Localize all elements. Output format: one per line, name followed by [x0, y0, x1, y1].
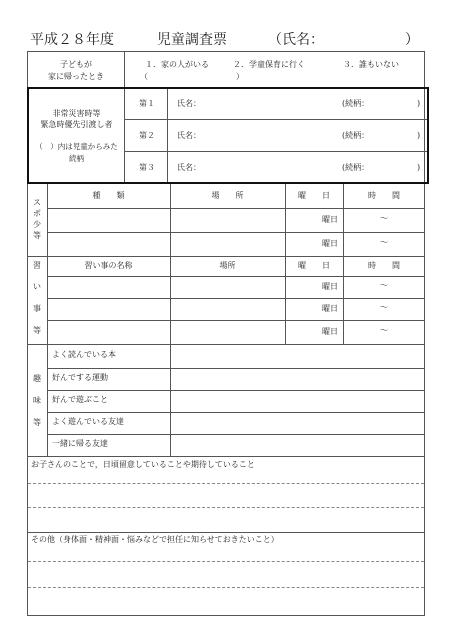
lessons-header-place: 場所	[219, 261, 236, 270]
emergency-row-1-close: )	[417, 99, 421, 108]
sports-header-day: 曜 日	[298, 191, 330, 200]
emergency-row-3-number: 第３	[139, 163, 155, 172]
return-home-option-2[interactable]: ２．学童保育に行く	[233, 60, 305, 69]
divider	[27, 532, 425, 533]
hobby-label-books: よく読んでいる本	[52, 350, 116, 359]
lessons-header-day: 曜 日	[298, 261, 330, 270]
emergency-row-2-close: )	[417, 131, 421, 140]
emergency-row-3-close: )	[417, 163, 421, 172]
divider	[27, 456, 425, 457]
return-home-label-2: 家に帰ったとき	[48, 72, 104, 81]
lessons-row-2-day[interactable]: 曜日	[322, 304, 338, 313]
emergency-row-2-number: 第２	[139, 131, 155, 140]
sports-row-2-day[interactable]: 曜日	[322, 239, 338, 248]
student-name-field[interactable]	[325, 30, 400, 50]
sports-row-2-type-field[interactable]	[48, 233, 169, 255]
hobby-label-play: 好んで遊ぶこと	[52, 395, 108, 404]
sports-side-label-3: 少	[33, 220, 41, 229]
emergency-row-3-relation-label: (続柄：	[342, 163, 370, 172]
divider	[124, 119, 427, 120]
divider	[167, 89, 168, 182]
hobbies-side-label-2: 味	[33, 396, 41, 405]
divider	[124, 151, 427, 152]
sports-row-1-day[interactable]: 曜日	[322, 215, 338, 224]
lessons-row-3-time[interactable]: ～	[379, 326, 389, 336]
sports-row-2-place-field[interactable]	[171, 233, 284, 255]
lessons-row-2-place-field[interactable]	[171, 299, 284, 319]
lessons-side-label-4: 等	[33, 326, 41, 335]
lessons-row-1-place-field[interactable]	[171, 277, 284, 297]
lessons-side-label-1: 習	[33, 261, 41, 270]
lessons-row-3-place-field[interactable]	[171, 321, 284, 343]
emergency-note-2: 続柄	[69, 154, 84, 163]
other-notes-field[interactable]	[28, 548, 424, 614]
emergency-row-2-name-field[interactable]	[205, 128, 335, 144]
divider	[47, 344, 48, 456]
lessons-side-label-2: い	[33, 282, 41, 291]
divider	[124, 51, 125, 87]
writing-line	[28, 483, 424, 484]
emergency-row-1-relation-field[interactable]	[376, 96, 414, 112]
hobby-label-friends: よく遊んでいる友達	[52, 417, 124, 426]
lessons-header-time: 時 間	[368, 261, 400, 270]
name-close-paren: ）	[405, 32, 419, 48]
emergency-row-1-name-label: 氏名：	[177, 99, 201, 108]
emergency-label-2: 緊急時優先引渡し者	[40, 120, 113, 129]
emergency-row-2-relation-label: (続柄：	[342, 131, 370, 140]
lessons-side-label-3: 事	[33, 304, 41, 313]
sports-row-1-time[interactable]: ～	[379, 214, 389, 224]
hobbies-side-label-1: 趣	[33, 374, 41, 383]
hobby-books-field[interactable]	[171, 345, 424, 367]
lessons-row-1-time[interactable]: ～	[379, 281, 389, 291]
sports-header-place: 場 所	[211, 191, 244, 200]
hobby-sports-field[interactable]	[171, 369, 424, 389]
hobby-play-field[interactable]	[171, 391, 424, 411]
emergency-note-1: （ ）内は児童からみた	[35, 142, 118, 151]
emergency-row-3-relation-field[interactable]	[376, 160, 414, 176]
page-title-year: 平成２８年度	[30, 32, 114, 48]
other-notes-label: その他（身体面・精神面・悩みなどで担任に知らせておきたいこと）	[31, 535, 279, 544]
lessons-row-2-name-field[interactable]	[48, 299, 169, 319]
sports-side-label-4: 等	[33, 231, 41, 240]
hobby-walk-home-field[interactable]	[171, 435, 424, 455]
emergency-row-3-name-label: 氏名：	[177, 163, 201, 172]
lessons-row-3-day[interactable]: 曜日	[322, 327, 338, 336]
hobby-label-sports: 好んでする運動	[52, 373, 108, 382]
return-home-other-field[interactable]	[150, 71, 230, 83]
lessons-row-1-day[interactable]: 曜日	[322, 282, 338, 291]
page-title: 児童調査票	[157, 32, 227, 48]
sports-side-label-1: ス	[33, 198, 41, 207]
hobby-friends-field[interactable]	[171, 413, 424, 433]
return-home-label-1: 子どもが	[60, 60, 92, 69]
return-home-paren-close: ）	[236, 72, 244, 81]
sports-row-1-place-field[interactable]	[171, 209, 284, 231]
return-home-option-3[interactable]: ３．誰もいない	[343, 60, 399, 69]
emergency-row-2-relation-field[interactable]	[376, 128, 414, 144]
sports-side-label-2: ポ	[33, 209, 41, 218]
writing-line	[28, 587, 424, 588]
expectations-label: お子さんのことで，日頃留意していることや期待していること	[31, 460, 255, 469]
hobby-label-walk-home: 一緒に帰る友達	[52, 439, 108, 448]
emergency-row-3-name-field[interactable]	[205, 160, 335, 176]
return-home-option-1[interactable]: １．家の人がいる	[145, 60, 209, 69]
writing-line	[28, 507, 424, 508]
name-label: （氏名：	[268, 32, 324, 48]
lessons-row-1-name-field[interactable]	[48, 277, 169, 297]
emergency-row-1-name-field[interactable]	[205, 96, 335, 112]
divider	[124, 89, 125, 182]
hobbies-side-label-3: 等	[33, 418, 41, 427]
emergency-label-1: 非常災害時等	[52, 109, 101, 118]
emergency-row-2-name-label: 氏名：	[177, 131, 201, 140]
lessons-row-2-time[interactable]: ～	[379, 303, 389, 313]
sports-row-1-type-field[interactable]	[48, 209, 169, 231]
sports-header-type: 種 類	[92, 191, 125, 200]
sports-header-time: 時 間	[368, 191, 400, 200]
return-home-paren-open: （	[140, 72, 148, 81]
emergency-row-1-number: 第１	[139, 99, 155, 108]
lessons-header-name: 習い事の名称	[84, 261, 133, 270]
lessons-row-3-name-field[interactable]	[48, 321, 169, 343]
divider	[27, 256, 425, 257]
emergency-row-1-relation-label: (続柄：	[342, 99, 370, 108]
writing-line	[28, 561, 424, 562]
sports-row-2-time[interactable]: ～	[379, 238, 389, 248]
